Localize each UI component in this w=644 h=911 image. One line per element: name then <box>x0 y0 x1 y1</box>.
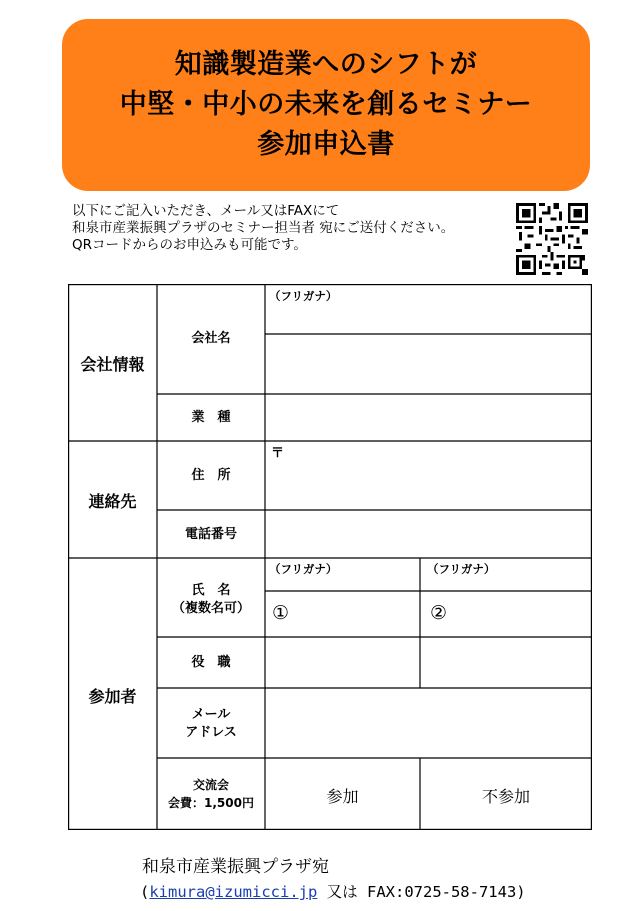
position-label: 役 職 <box>191 655 231 670</box>
title-banner <box>62 19 590 191</box>
participant2-furigana-label: （フリガナ） <box>427 562 496 576</box>
phone-label: 電話番号 <box>184 527 237 542</box>
instruction-line-2: 和泉市産業振興プラザのセミナー担当者 宛にご送付ください。 <box>72 220 455 236</box>
participant1-mark: ① <box>272 602 290 624</box>
attend-option[interactable]: 参加 <box>326 787 359 806</box>
title-line-1: 知識製造業へのシフトが <box>174 49 478 80</box>
qr-code-icon[interactable] <box>516 203 588 275</box>
instruction-line-1: 以下にご記入いただき、メール又はFAXにて <box>72 203 340 219</box>
not-attend-option[interactable]: 不参加 <box>481 787 530 806</box>
footer-open-paren: ( <box>140 883 150 901</box>
industry-label: 業 種 <box>191 410 231 425</box>
instruction-line-3: QRコードからのお申込みも可能です。 <box>72 237 307 253</box>
application-form <box>68 284 592 830</box>
instructions <box>72 203 454 254</box>
company-section-label: 会社情報 <box>80 355 145 374</box>
email-label-line-1: メール <box>191 707 231 722</box>
footer-contact <box>140 880 526 902</box>
company-name-label: 会社名 <box>191 331 231 346</box>
networking-label-line-2: 会費：1,500円 <box>168 796 254 810</box>
participant2-mark: ② <box>430 602 448 624</box>
name-label <box>157 582 265 618</box>
footer-org-name: 和泉市産業振興プラザ宛 <box>142 857 329 877</box>
networking-label <box>157 776 265 812</box>
email-link[interactable]: kimura@izumicci.jp <box>149 883 318 901</box>
postal-mark: 〒 <box>271 446 285 461</box>
participant-section-label: 参加者 <box>88 687 137 706</box>
participant1-furigana-label: （フリガナ） <box>269 562 338 576</box>
name-label-line-1: 氏 名 <box>191 583 231 598</box>
email-label-line-2: アドレス <box>185 725 237 740</box>
name-label-line-2: （複数名可） <box>171 601 250 616</box>
contact-section-label: 連絡先 <box>88 492 137 511</box>
email-label <box>157 706 265 742</box>
company-furigana-label: （フリガナ） <box>269 289 338 303</box>
title-line-3: 参加申込書 <box>257 129 395 160</box>
address-label: 住 所 <box>191 468 231 483</box>
networking-label-line-1: 交流会 <box>192 778 229 792</box>
title-line-2: 中堅・中小の未来を創るセミナー <box>119 89 533 120</box>
footer-fax: 又は FAX:0725-58-7143) <box>317 883 526 901</box>
